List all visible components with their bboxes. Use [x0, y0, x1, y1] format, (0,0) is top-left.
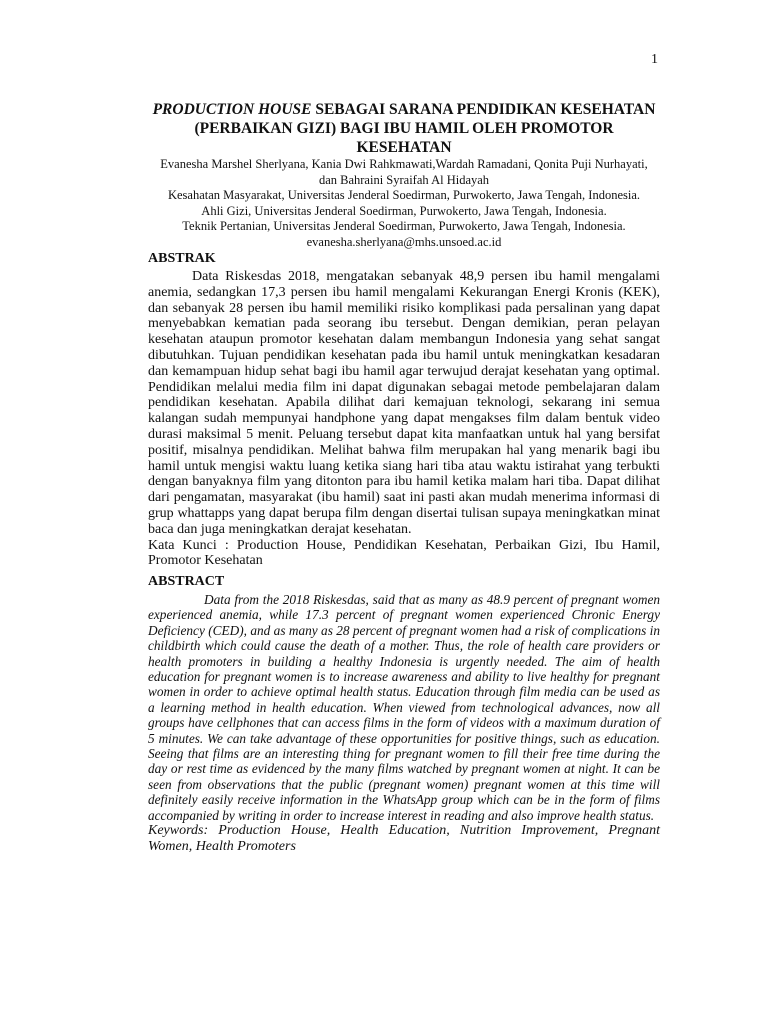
- abstract-heading: ABSTRACT: [148, 574, 225, 589]
- title-italic-part: PRODUCTION HOUSE: [152, 101, 312, 118]
- paper-title: [148, 100, 660, 157]
- abstrak-section: [148, 250, 660, 569]
- abstrak-heading: ABSTRAK: [148, 251, 216, 266]
- affiliation-1: Kesahatan Masyarakat, Universitas Jenderal Soedirman, Purwokerto, Jawa Tengah, Indonesia.: [167, 188, 640, 203]
- authors-line2: dan Bahraini Syraifah Al Hidayah: [318, 172, 490, 187]
- paper-header: [148, 100, 660, 251]
- title-line1-rest: SEBAGAI SARANA PENDIDIKAN KESEHATAN: [311, 101, 656, 118]
- author-block: [148, 157, 660, 251]
- authors-line1: Evanesha Marshel Sherlyana, Kania Dwi Rahkmawati,Wardah Ramadani, Qonita Puji Nurhayati,: [160, 157, 648, 171]
- affiliation-3: Teknik Pertanian, Universitas Jenderal Soedirman, Purwokerto, Jawa Tengah, Indonesia.: [182, 219, 626, 234]
- abstract-section: [148, 573, 660, 855]
- abstract-keywords: Keywords: Production House, Health Education, Nutrition Improvement, Pregnant Women, Health Promoters: [148, 823, 660, 854]
- abstrak-keywords: Kata Kunci : Production House, Pendidikan Kesehatan, Perbaikan Gizi, Ibu Hamil, Promotor Kesehatan: [148, 537, 660, 569]
- title-line3: KESEHATAN: [356, 139, 452, 156]
- author-email: evanesha.sherlyana@mhs.unsoed.ac.id: [306, 234, 502, 249]
- title-line2: (PERBAIKAN GIZI) BAGI IBU HAMIL OLEH PROMOTOR: [194, 120, 614, 137]
- abstrak-body: Data Riskesdas 2018, mengatakan sebanyak 48,9 persen ibu hamil mengalami anemia, sedangkan 17,3 persen ibu hamil mengalami Kekurangan Energi Kronis (KEK), dan sebanyak 28 persen ibu hamil memiliki risiko komplikasi pada persalinan yang dapat menyebabkan kematian pada seorang ibu tersebut. Dengan demikian, peran pelayan kesehatan ataupun promotor kesehatan dalam membangun Indonesia yang sehat sangat dibutuhkan. Tujuan pendidikan kesehatan pada ibu hamil untuk meningkatkan kesadaran dan kemampuan hidup sehat bagi ibu hamil agar terwujud derajat kesehatan yang optimal. Pendidikan melalui media film ini dapat digunakan sebagai metode pembelajaran dalam pendidikan kesehatan. Apabila dilihat dari kemajuan teknologi, sekarang ini semua kalangan sudah mempunyai handphone yang dapat mengakses film dalam bentuk video durasi maksimal 5 menit. Peluang tersebut dapat kita manfaatkan untuk hal yang bersifat positif, misalnya pendidikan. Melihat bahwa film merupakan hal yang menarik bagi ibu hamil untuk mengisi waktu luang ketika siang hari tiba atau waktu istirahat yang terbukti dengan banyaknya film yang ditonton para ibu hamil ketika malam hari tiba. Dapat dilihat dari pengamatan, masyarakat (ibu hamil) saat ini pasti akan mudah menerima informasi di grup whattapps yang dapat berupa film dengan disertai tulisan supaya meningkatkan minat baca dan juga meningkatkan derajat kesehatan.: [148, 269, 660, 537]
- affiliation-2: Ahli Gizi, Universitas Jenderal Soedirman, Purwokerto, Jawa Tengah, Indonesia.: [201, 203, 607, 218]
- abstract-body: Data from the 2018 Riskesdas, said that as many as 48.9 percent of pregnant women experienced anemia, while 17.3 percent of pregnant women experienced Chronic Energy Deficiency (CED), and as many as 28 percent of pregnant women had a risk of complications in childbirth which could cause the death of a mother. Thus, the role of health care providers or health promoters in building a healthy Indonesia is urgently needed. The aim of health education for pregnant women is to increase awareness and ability to live healthy for pregnant women in order to achieve optimal health status. Education through film media can be used as a learning method in health education. When viewed from technological advances, now all groups have cellphones that can access films in the form of videos with a maximum duration of 5 minutes. We can take advantage of these opportunities for positive things, such as education. Seeing that films are an interesting thing for pregnant women to fill their free time during the day or rest time as evidenced by the many films watched by pregnant women at night. It can be seen from observations that the public (pregnant women) pregnant women at this time will definitely easily receive information in the WhatsApp group which can be in the form of films accompanied by writing in order to increase interest in reading and also improve health status.: [148, 592, 660, 823]
- page-number: 1: [651, 52, 658, 67]
